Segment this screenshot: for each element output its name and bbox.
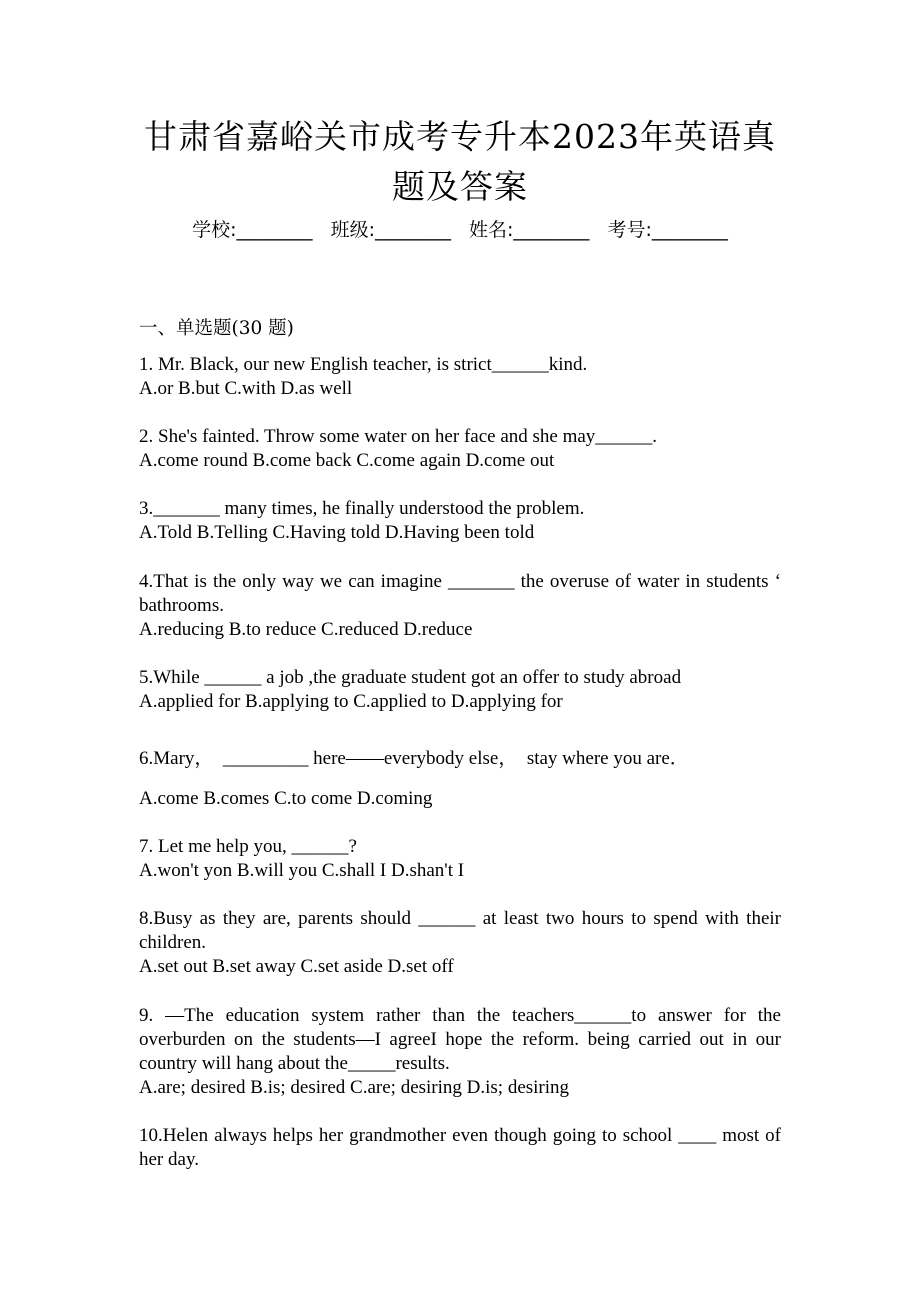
question-stem: 3._______ many times, he finally understood the problem. xyxy=(139,498,585,519)
class-field: 班级:________ xyxy=(330,219,451,241)
document-title xyxy=(130,112,790,212)
question-6 xyxy=(139,747,781,811)
question-8 xyxy=(139,907,781,979)
question-options: A.reducing B.to reduce C.reduced D.reduce xyxy=(139,619,473,640)
question-stem: 1. Mr. Black, our new English teacher, is strict______kind. xyxy=(139,354,588,375)
question-options: A.or B.but C.with D.as well xyxy=(139,378,353,399)
question-options: A.come round B.come back C.come again D.come out xyxy=(139,450,555,471)
title-line-2: 题及答案 xyxy=(392,167,528,206)
question-2 xyxy=(139,425,781,473)
section-heading: 一、单选题(30 题) xyxy=(139,318,294,339)
question-stem: 2. She's fainted. Throw some water on her face and she may______. xyxy=(139,426,658,447)
question-10 xyxy=(139,1124,781,1172)
question-stem: 7. Let me help you, ______? xyxy=(139,836,357,857)
title-line-1: 甘肃省嘉峪关市成考专升本2023年英语真 xyxy=(144,117,776,156)
question-1 xyxy=(139,353,781,401)
question-9 xyxy=(139,1004,781,1100)
question-3 xyxy=(139,497,781,545)
question-stem: 4.That is the only way we can imagine _______ the overuse of water in students ‘ bathrooms. xyxy=(139,571,781,616)
question-stem: 8.Busy as they are, parents should ______ at least two hours to spend with their children. xyxy=(139,908,781,953)
question-options: A.won't yon B.will you C.shall I D.shan't I xyxy=(139,860,465,881)
school-field: 学校:________ xyxy=(192,219,313,241)
question-stem: 10.Helen always helps her grandmother even though going to school ____ most of her day. xyxy=(139,1125,781,1170)
question-options: A.are; desired B.is; desired C.are; desiring D.is; desiring xyxy=(139,1077,570,1098)
question-options: A.come B.comes C.to come D.coming xyxy=(139,788,433,809)
question-stem: 5.While ______ a job ,the graduate student got an offer to study abroad xyxy=(139,667,682,688)
question-7 xyxy=(139,835,781,883)
question-options: A.Told B.Telling C.Having told D.Having been told xyxy=(139,522,535,543)
student-info-line xyxy=(0,215,920,242)
exam-number-field: 考号:________ xyxy=(607,219,728,241)
question-4 xyxy=(139,570,781,642)
question-stem: 9. —The education system rather than the teachers______to answer for the overburden on the students—I agreeI hope the reform. being carried out in our country will hang about the_____results. xyxy=(139,1005,781,1074)
question-stem: 6.Mary， _________ here——everybody else， stay where you are． xyxy=(139,748,689,769)
question-options: A.applied for B.applying to C.applied to D.applying for xyxy=(139,691,563,712)
question-options: A.set out B.set away C.set aside D.set off xyxy=(139,956,454,977)
question-5 xyxy=(139,666,781,714)
name-field: 姓名:________ xyxy=(469,219,590,241)
